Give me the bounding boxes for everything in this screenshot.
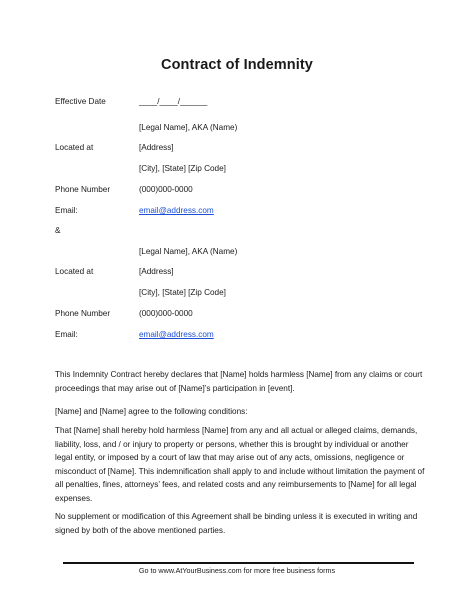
footer-divider [63,562,414,564]
party1-email-label: Email: [55,206,78,215]
effective-date-field[interactable]: ____/____/______ [139,97,208,106]
party1-name-field[interactable]: [Legal Name], AKA (Name) [139,123,238,132]
party2-located-label: Located at [55,267,94,276]
party2-email-link[interactable]: email@address.com [139,330,214,339]
effective-date-label: Effective Date [55,97,106,106]
party1-phone-label: Phone Number [55,185,111,194]
party2-phone-field[interactable]: (000)000-0000 [139,309,193,318]
party1-located-label: Located at [55,143,94,152]
party2-city-field[interactable]: [City], [State] [Zip Code] [139,288,226,297]
document-title: Contract of Indemnity [161,57,313,73]
party1-phone-field[interactable]: (000)000-0000 [139,185,193,194]
party2-email-label: Email: [55,330,78,339]
paragraph-declaration: This Indemnity Contract hereby declares that [Name] holds harmless [Name] from any claims or court proceedings that may arise out of [Name]’s participation in [event]. [55,370,423,393]
paragraph-conditions: That [Name] shall hereby hold harmless [Name] from any and all actual or alleged claims, demands, liability, loss, and / or injury to property or persons, whether this is brought by individual or another legal entity, or imposed by a court of law that may arise out of any acts, omissions, negligence or misconduct of [Name]. This indemnification shall apply to and include without limitation the payment of all penalties, fines, attorneys’ fees, and related costs and any reimbursements to [Name] for all legal expenses. [55,426,425,503]
party1-address-field[interactable]: [Address] [139,143,174,152]
paragraph-modification: No supplement or modification of this Agreement shall be binding unless it is executed in writing and signed by both of the above mentioned parties. [55,512,418,535]
party2-phone-label: Phone Number [55,309,111,318]
party1-email-link[interactable]: email@address.com [139,206,214,215]
paragraph-conditions-intro: [Name] and [Name] agree to the following conditions: [55,407,248,416]
party1-city-field[interactable]: [City], [State] [Zip Code] [139,164,226,173]
footer-text: Go to www.AtYourBusiness.com for more free business forms [138,566,336,575]
ampersand: & [55,226,61,235]
party2-name-field[interactable]: [Legal Name], AKA (Name) [139,247,238,256]
party2-address-field[interactable]: [Address] [139,267,174,276]
